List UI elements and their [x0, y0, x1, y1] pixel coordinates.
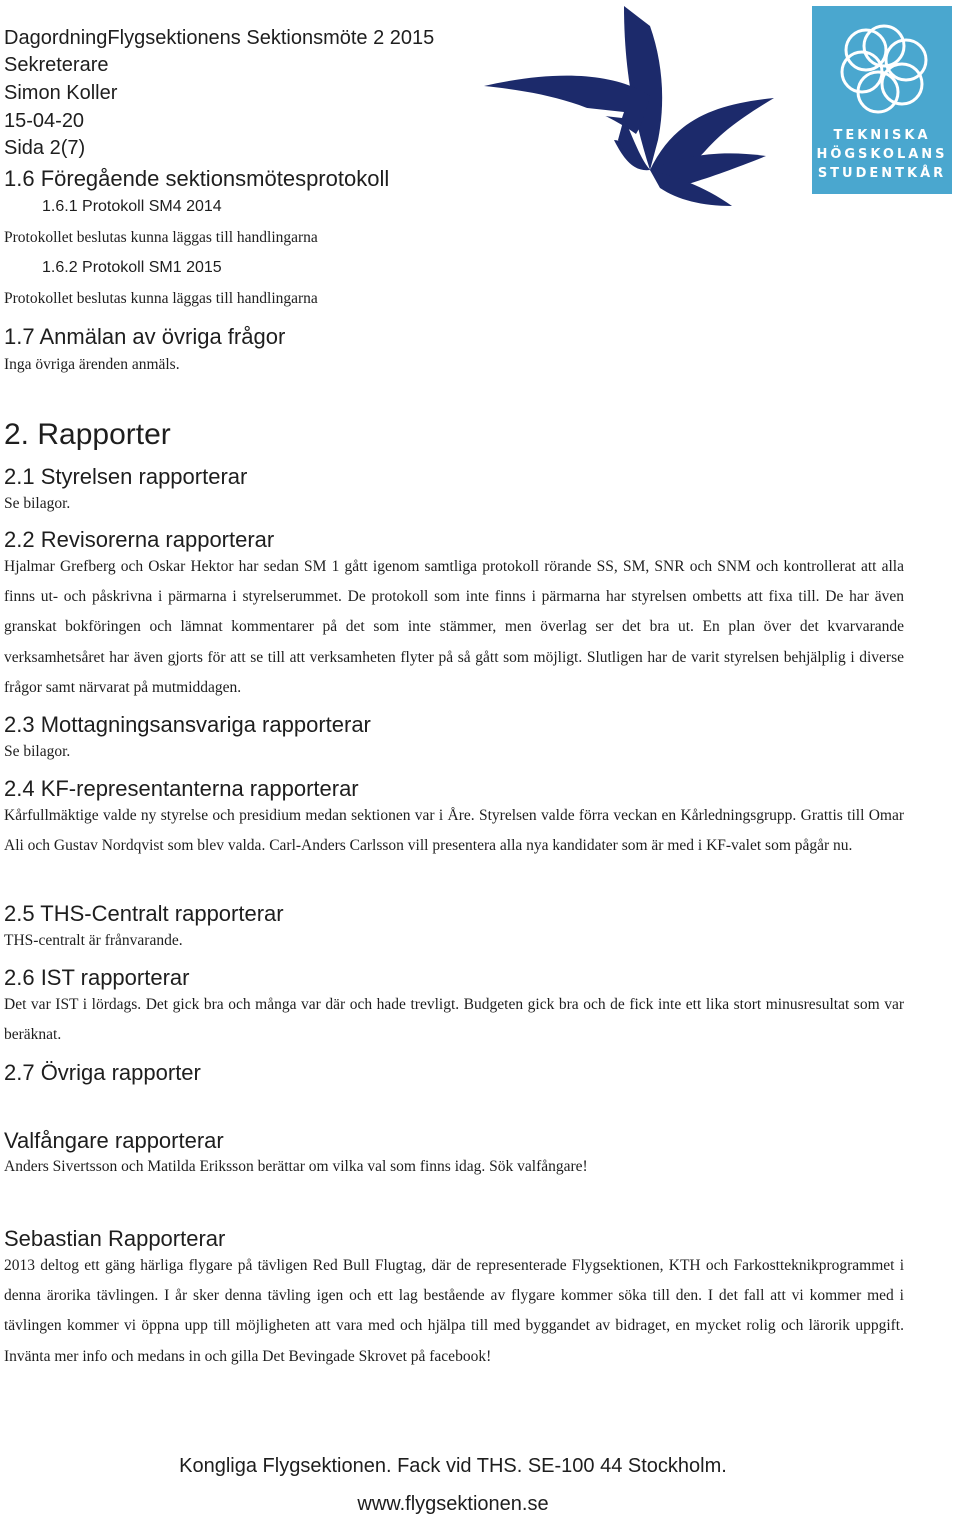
section-1-6-2-text: Protokollet beslutas kunna läggas till handlingarna — [4, 290, 318, 307]
section-2-1-heading: 2.1 Styrelsen rapporterar — [4, 464, 248, 489]
rings-icon — [834, 20, 934, 120]
page-number: Sida 2(7) — [4, 137, 86, 159]
ths-logo — [812, 6, 952, 194]
section-2-1-text: Se bilagor. — [4, 495, 71, 512]
section-1-6-heading: 1.6 Föregående sektionsmötesprotokoll — [4, 166, 390, 191]
section-2-5-heading: 2.5 THS-Centralt rapporterar — [4, 901, 284, 926]
section-2-4-heading: 2.4 KF-representanterna rapporterar — [4, 776, 359, 801]
section-1-6-1-text: Protokollet beslutas kunna läggas till handlingarna — [4, 229, 318, 246]
sebastian-text: 2013 deltog ett gäng härliga flygare på tävligen Red Bull Flugtag, där de representerade Flygsektionen, KTH och Farkostteknikprogrammet i denna ärorika tävlingen. I år sker denna tävling igen och ett lag bestående av flygare kommer söka till den. I det fall att vi kommer med i tävlingen kommer vi öppna upp till möjligheten att vara med och hjälpa till med byggandet av bidraget, en mycket rolig och lärorik uppgift. Invänta mer info och medans in och gilla Det Bevingade Skrovet på facebook! — [4, 1257, 904, 1365]
section-2-4-text: Kårfullmäktige valde ny styrelse och presidium medan sektionen var i Åre. Styrelsen valde förra veckan en Kårledningsgrupp. Grattis till Omar Ali och Gustav Nordqvist som blev valda. Carl-Anders Carlsson vill presentera alla nya kandidater som är med i KF-valet som pågår nu. — [4, 807, 904, 855]
section-2-2-text: Hjalmar Grefberg och Oskar Hektor har sedan SM 1 gått igenom samtliga protokoll rörande SS, SM, SNR och SNM och kontrollerat att alla finns ut- och påskrivna i pärmarna i styrelserummet. De protokoll som inte finns i pärmarna har styrelsen ombetts att fixa till. De har även granskat bokföringen och lämnat kommentarer på det som inte stämmer, men överlag ser det bra ut. En plan över det kvarvarande verksamhetsåret har även gjorts för att se till att verksamheten flyter på så gått som möjligt. Slutligen har de varit styrelsen behjälplig i diverse frågor samt närvarat på mutmiddagen. — [4, 558, 904, 696]
secretary-name: Simon Koller — [4, 82, 118, 104]
section-2-6-heading: 2.6 IST rapporterar — [4, 965, 190, 990]
ths-logo-line3: STUDENTKÅR — [817, 166, 947, 181]
section-1-7-heading: 1.7 Anmälan av övriga frågor — [4, 324, 286, 349]
section-1-6-1-heading: 1.6.1 Protokoll SM4 2014 — [42, 198, 222, 215]
document-title: DagordningFlygsektionens Sektionsmöte 2 2015 — [4, 27, 435, 49]
section-2-2-heading: 2.2 Revisorerna rapporterar — [4, 527, 275, 552]
section-1-7-text: Inga övriga ärenden anmäls. — [4, 356, 180, 373]
ths-logo-line1: TEKNISKA — [833, 128, 931, 143]
section-2-heading: 2. Rapporter — [4, 418, 171, 451]
section-1-6-2-heading: 1.6.2 Protokoll SM1 2015 — [42, 259, 222, 276]
section-2-3-text: Se bilagor. — [4, 743, 71, 760]
sebastian-heading: Sebastian Rapporterar — [4, 1226, 226, 1251]
footer-website[interactable]: www.flygsektionen.se — [357, 1493, 549, 1515]
ship-logo-icon — [474, 0, 774, 210]
section-2-5-text: THS-centralt är frånvarande. — [4, 932, 183, 949]
secretary-role: Sekreterare — [4, 54, 109, 76]
section-2-7-heading: 2.7 Övriga rapporter — [4, 1060, 201, 1085]
valfangare-heading: Valfångare rapporterar — [4, 1128, 224, 1153]
section-2-3-heading: 2.3 Mottagningsansvariga rapporterar — [4, 712, 371, 737]
document-date: 15-04-20 — [4, 110, 85, 132]
flygsektionen-ship-logo — [474, 0, 774, 210]
ths-logo-line2: HÖGSKOLANS — [816, 147, 948, 162]
section-2-6-text: Det var IST i lördags. Det gick bra och många var där och hade trevligt. Budgeten gick bra och de fick inte ett lika stort minusresultat som var beräknat. — [4, 996, 904, 1044]
footer-address: Kongliga Flygsektionen. Fack vid THS. SE-100 44 Stockholm. — [179, 1455, 727, 1477]
valfangare-text: Anders Sivertsson och Matilda Eriksson berättar om vilka val som finns idag. Sök valfångare! — [4, 1158, 588, 1175]
